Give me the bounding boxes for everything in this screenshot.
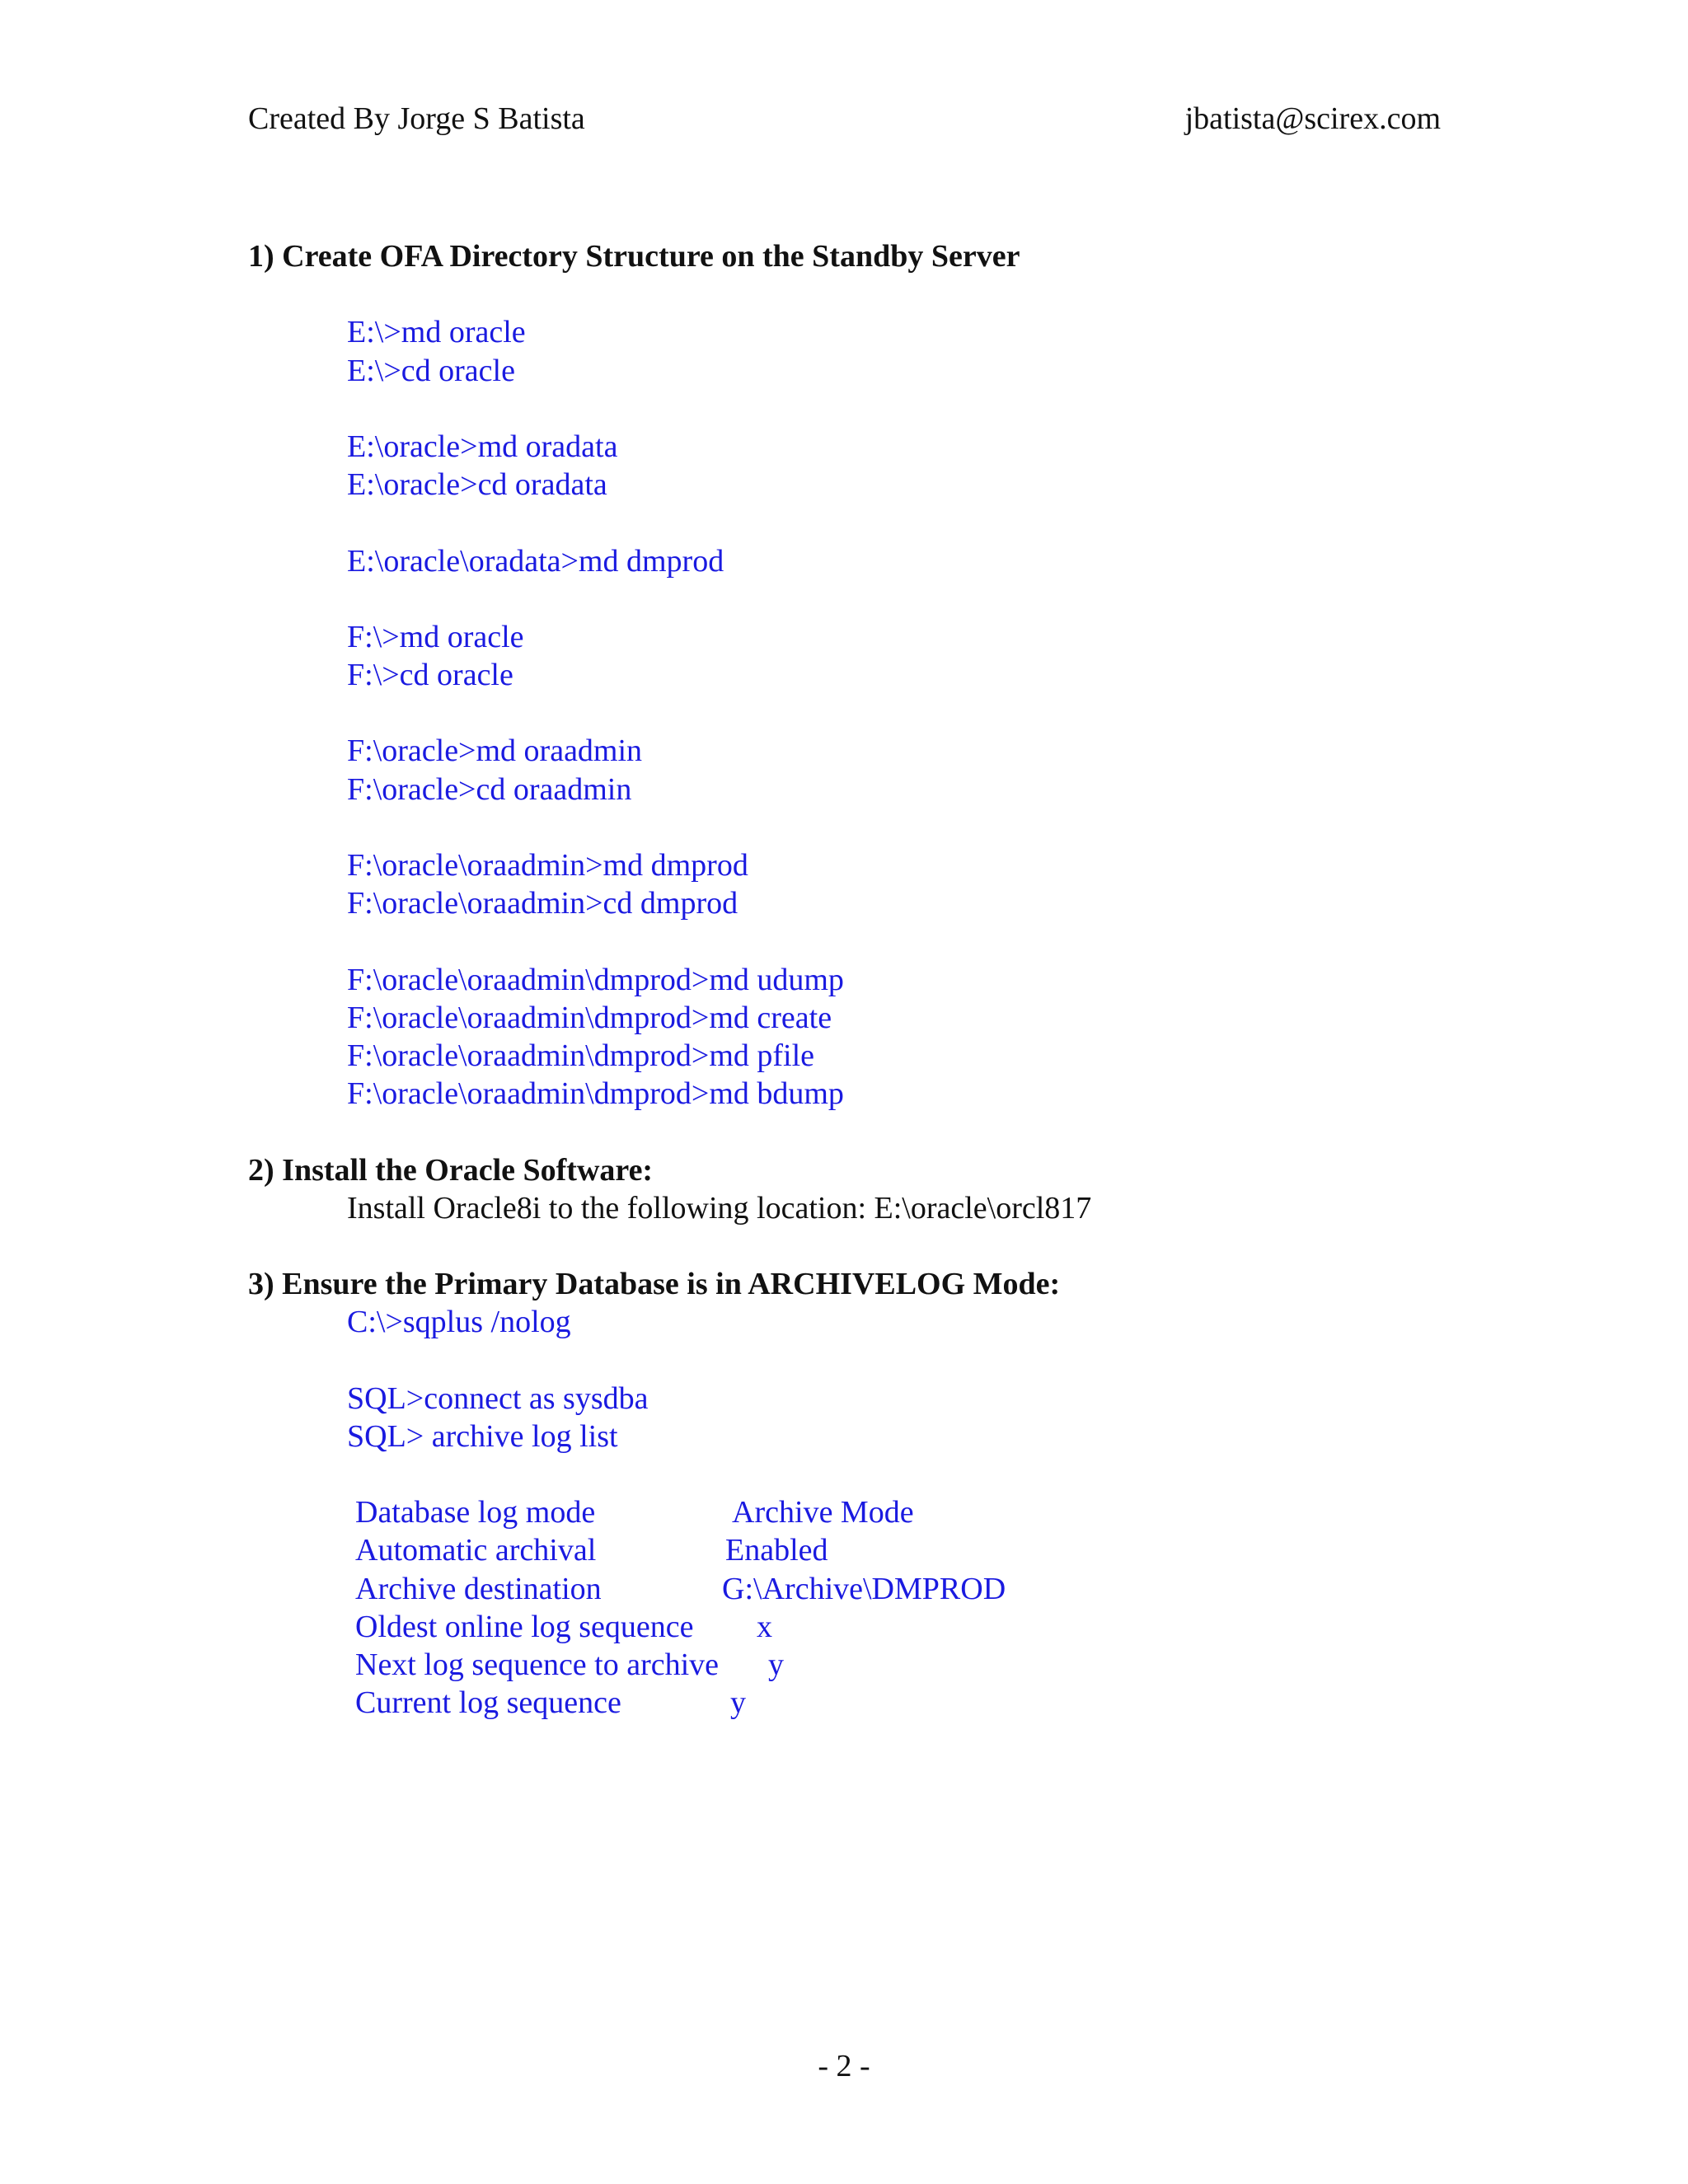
section-2-heading: 2) Install the Oracle Software: <box>248 1152 654 1188</box>
archive-value: Enabled <box>725 1533 828 1568</box>
command-line: SQL>connect as sysdba <box>347 1380 649 1416</box>
command-line: C:\>sqplus /nolog <box>347 1305 571 1340</box>
archive-value: x <box>757 1609 773 1644</box>
command-line: E:\oracle\oradata>md dmprod <box>347 543 724 579</box>
command-line: E:\oracle>md oradata <box>347 429 618 464</box>
command-line: E:\>cd oracle <box>347 353 515 388</box>
command-line: F:\oracle\oraadmin\dmprod>md create <box>347 1000 832 1035</box>
header-author: Created By Jorge S Batista <box>248 101 585 136</box>
archive-row <box>355 1608 1006 1646</box>
command-line: SQL> archive log list <box>347 1418 618 1454</box>
command-line: F:\oracle\oraadmin\dmprod>md pfile <box>347 1038 815 1073</box>
archive-log-list-output <box>355 1493 1006 1722</box>
header-email: jbatista@scirex.com <box>1184 101 1441 136</box>
page-number: - 2 - <box>818 2049 870 2083</box>
archive-value: Archive Mode <box>732 1495 914 1530</box>
archive-label: Next log sequence to archive <box>355 1647 720 1682</box>
command-line: F:\>md oracle <box>347 619 524 654</box>
archive-value: y <box>730 1685 747 1721</box>
archive-row <box>355 1531 1006 1569</box>
install-instruction: Install Oracle8i to the following location: E:\oracle\orcl817 <box>347 1190 1092 1226</box>
command-line: F:\oracle>cd oraadmin <box>347 771 632 807</box>
command-line: F:\oracle\oraadmin\dmprod>md bdump <box>347 1076 844 1112</box>
archive-label: Current log sequence <box>355 1685 621 1721</box>
archive-row <box>355 1493 1006 1531</box>
command-line: F:\>cd oracle <box>347 658 513 693</box>
archive-value: y <box>768 1647 785 1682</box>
command-line: E:\oracle>cd oradata <box>347 467 607 503</box>
archive-label: Archive destination <box>355 1571 602 1606</box>
archive-row <box>355 1570 1006 1608</box>
command-line: F:\oracle\oraadmin>cd dmprod <box>347 886 738 921</box>
section-1-heading: 1) Create OFA Directory Structure on the Standby Server <box>248 239 1020 274</box>
archive-value: G:\Archive\DMPROD <box>722 1571 1006 1606</box>
command-line: F:\oracle\oraadmin>md dmprod <box>347 848 748 883</box>
section-3-heading: 3) Ensure the Primary Database is in ARCHIVELOG Mode: <box>248 1267 1061 1302</box>
command-line: F:\oracle>md oraadmin <box>347 733 643 769</box>
command-line: E:\>md oracle <box>347 315 526 350</box>
document-body <box>248 237 1443 1722</box>
archive-label: Database log mode <box>355 1495 596 1530</box>
archive-label: Automatic archival <box>355 1533 597 1568</box>
archive-row <box>355 1684 1006 1722</box>
command-line: F:\oracle\oraadmin\dmprod>md udump <box>347 962 844 997</box>
archive-label: Oldest online log sequence <box>355 1609 694 1644</box>
archive-row <box>355 1646 1006 1684</box>
